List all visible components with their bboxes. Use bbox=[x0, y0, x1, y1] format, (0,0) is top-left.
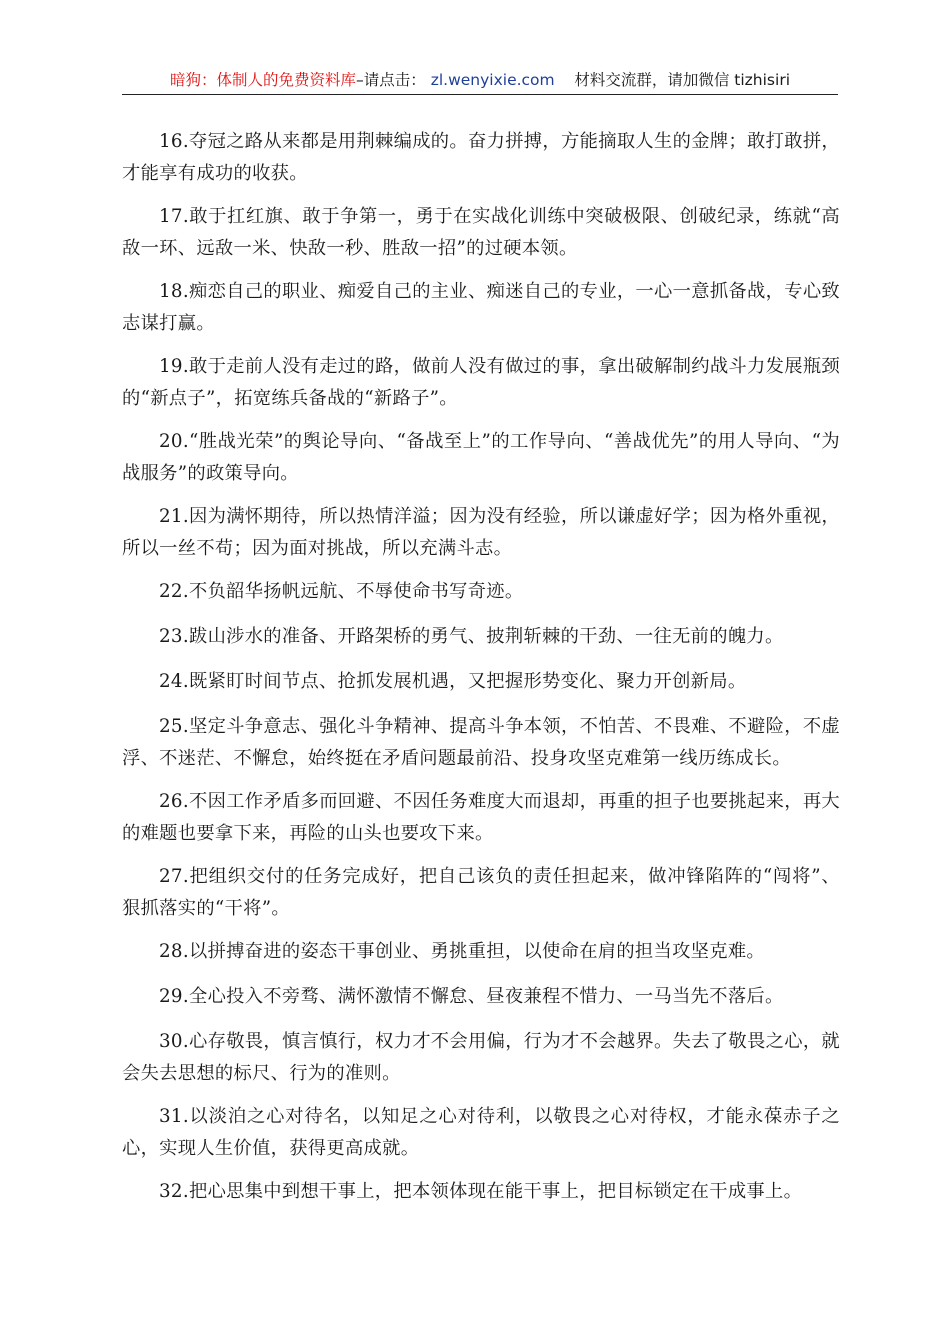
list-item bbox=[122, 1026, 840, 1089]
item-text: 敢于扛红旗、敢于争第一，勇于在实战化训练中突破极限、创破纪录，练就“高敌一环、远敌一米、快敌一秒、胜敌一招”的过硬本领。 bbox=[122, 206, 840, 259]
item-text: 把心思集中到想干事上，把本领体现在能干事上，把目标锁定在干成事上。 bbox=[188, 1181, 803, 1202]
item-text: 既紧盯时间节点、抢抓发展机遇，又把握形势变化、聚力开创新局。 bbox=[188, 671, 747, 692]
item-number: 25. bbox=[159, 716, 189, 737]
list-item bbox=[122, 201, 840, 264]
list-item bbox=[122, 351, 840, 414]
list-item bbox=[122, 786, 840, 849]
item-text: 痴恋自己的职业、痴爱自己的主业、痴迷自己的专业，一心一意抓备战，专心致志谋打赢。 bbox=[122, 281, 840, 334]
list-item bbox=[122, 621, 840, 653]
list-item bbox=[122, 711, 840, 774]
item-number: 19. bbox=[159, 356, 189, 377]
list-item bbox=[122, 981, 840, 1013]
item-text: 敢于走前人没有走过的路，做前人没有做过的事，拿出破解制约战斗力发展瓶颈的“新点子”，拓宽练兵备战的“新路子”。 bbox=[122, 356, 840, 409]
header-divider bbox=[122, 94, 838, 95]
item-number: 23. bbox=[159, 626, 189, 647]
list-item bbox=[122, 426, 840, 489]
item-number: 31. bbox=[159, 1106, 189, 1127]
list-item bbox=[122, 936, 840, 968]
item-number: 28. bbox=[159, 941, 189, 962]
item-text: 不负韶华扬帆远航、不辱使命书写奇迹。 bbox=[188, 581, 524, 602]
item-text: 因为满怀期待，所以热情洋溢；因为没有经验，所以谦虚好学；因为格外重视，所以一丝不苟；因为面对挑战，所以充满斗志。 bbox=[122, 506, 840, 559]
item-text: 把组织交付的任务完成好，把自己该负的责任担起来，做冲锋陷阵的“闯将”、狠抓落实的“干将”。 bbox=[122, 866, 840, 919]
list-item bbox=[122, 666, 840, 698]
item-text: 不因工作矛盾多而回避、不因任务难度大而退却，再重的担子也要挑起来，再大的难题也要拿下来，再险的山头也要攻下来。 bbox=[122, 791, 840, 844]
item-number: 22. bbox=[159, 581, 189, 602]
header-url-link[interactable]: zl.wenyixie.com bbox=[430, 71, 555, 89]
item-text: 以拼搏奋进的姿态干事创业、勇挑重担，以使命在肩的担当攻坚克难。 bbox=[188, 941, 766, 962]
item-text: 夺冠之路从来都是用荆棘编成的。奋力拼搏，方能摘取人生的金牌；敢打敢拼，才能享有成功的收获。 bbox=[122, 131, 840, 184]
header-site-name: 暗狗：体制人的免费资料库 bbox=[169, 71, 356, 89]
header-group-note: 材料交流群，请加微信 tizhisiri bbox=[574, 71, 790, 89]
document-body bbox=[122, 126, 840, 1221]
item-text: 以淡泊之心对待名，以知足之心对待利，以敬畏之心对待权，才能永葆赤子之心，实现人生价值，获得更高成就。 bbox=[122, 1106, 840, 1159]
list-item bbox=[122, 576, 840, 608]
item-number: 21. bbox=[159, 506, 189, 527]
item-number: 32. bbox=[159, 1181, 189, 1202]
item-text: “胜战光荣”的舆论导向、“备战至上”的工作导向、“善战优先”的用人导向、“为战服务”的政策导向。 bbox=[122, 431, 840, 484]
item-number: 30. bbox=[159, 1031, 189, 1052]
item-text: 全心投入不旁骛、满怀激情不懈怠、昼夜兼程不惜力、一马当先不落后。 bbox=[188, 986, 784, 1007]
header-click-prompt: –请点击： bbox=[356, 71, 426, 89]
list-item bbox=[122, 126, 840, 189]
list-item bbox=[122, 1101, 840, 1164]
item-number: 29. bbox=[159, 986, 189, 1007]
item-text: 心存敬畏，慎言慎行，权力才不会用偏，行为才不会越界。失去了敬畏之心，就会失去思想的标尺、行为的准则。 bbox=[122, 1031, 840, 1084]
list-item bbox=[122, 861, 840, 924]
item-number: 16. bbox=[159, 131, 189, 152]
page-header bbox=[122, 68, 838, 94]
list-item bbox=[122, 276, 840, 339]
item-number: 26. bbox=[159, 791, 189, 812]
list-item bbox=[122, 1176, 840, 1208]
item-number: 27. bbox=[159, 866, 189, 887]
item-number: 18. bbox=[159, 281, 189, 302]
list-item bbox=[122, 501, 840, 564]
item-number: 17. bbox=[159, 206, 189, 227]
item-number: 20. bbox=[159, 431, 189, 452]
item-text: 坚定斗争意志、强化斗争精神、提高斗争本领，不怕苦、不畏难、不避险，不虚浮、不迷茫、不懈怠，始终挺在矛盾问题最前沿、投身攻坚克难第一线历练成长。 bbox=[122, 716, 840, 769]
item-text: 跋山涉水的准备、开路架桥的勇气、披荆斩棘的干劲、一往无前的魄力。 bbox=[188, 626, 784, 647]
item-number: 24. bbox=[159, 671, 189, 692]
